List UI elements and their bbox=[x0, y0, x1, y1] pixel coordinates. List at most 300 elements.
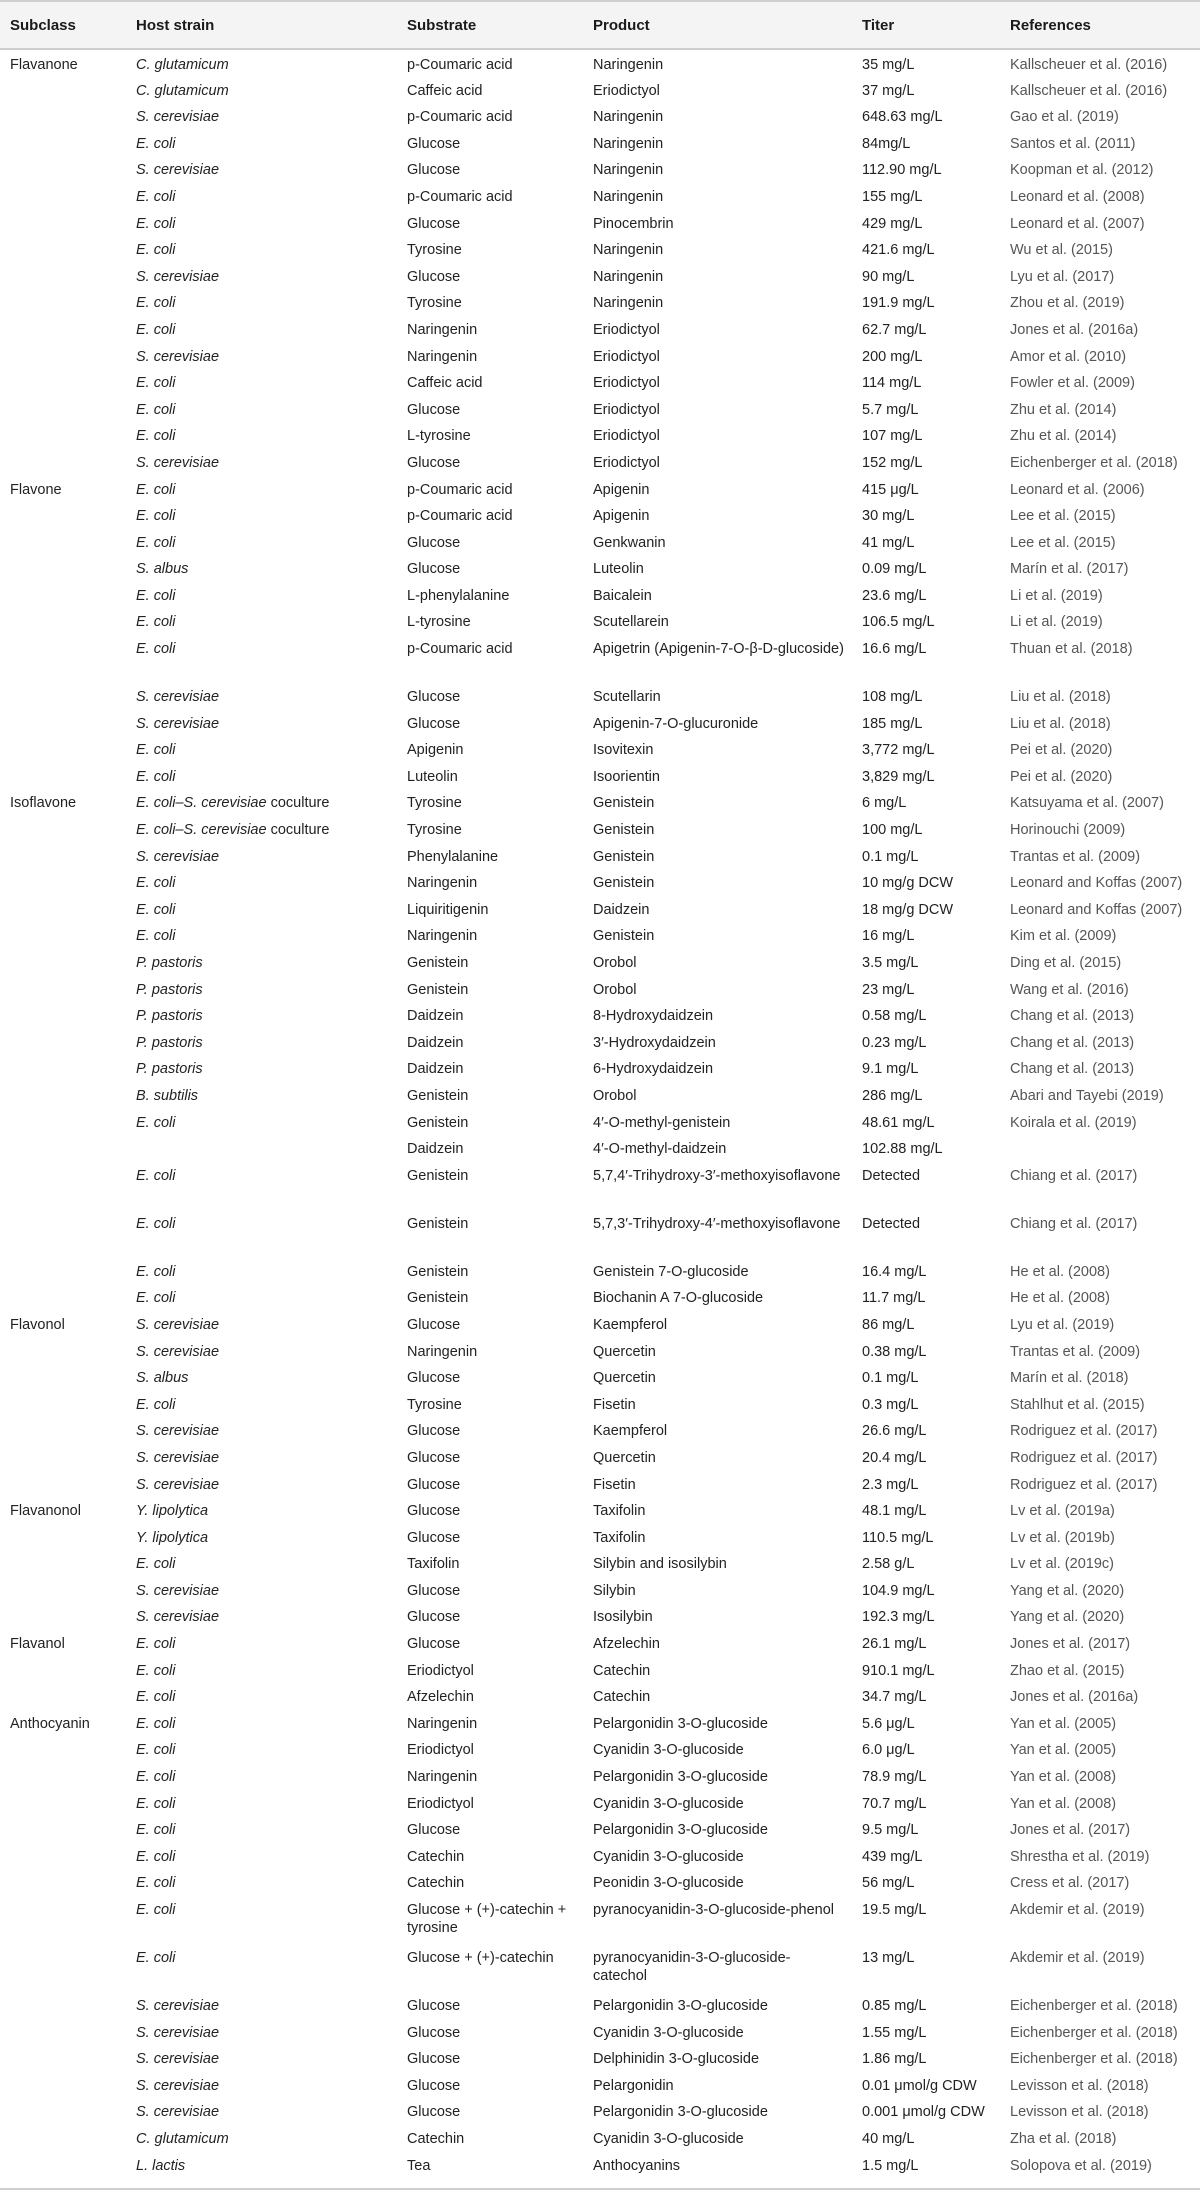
cell-titer: 9.5 mg/L bbox=[862, 1822, 919, 1839]
cell-substrate: Glucose bbox=[407, 162, 461, 179]
table-row bbox=[0, 209, 1200, 236]
cell-subclass bbox=[0, 1656, 126, 1683]
cell-product: Apigenin bbox=[593, 508, 650, 525]
cell-reference: Kim et al. (2009) bbox=[1010, 928, 1117, 945]
header-titer: Titer bbox=[862, 16, 895, 34]
cell-host-strain: E. coli bbox=[136, 508, 176, 525]
cell-substrate: Tyrosine bbox=[407, 822, 462, 839]
cell-substrate: Glucose bbox=[407, 135, 461, 152]
cell-substrate: Daidzein bbox=[407, 1008, 464, 1025]
cell-product: Genistein bbox=[593, 795, 655, 812]
cell-reference: Katsuyama et al. (2007) bbox=[1010, 795, 1164, 812]
cell-host-strain bbox=[126, 1134, 397, 1161]
cell-titer: 5.7 mg/L bbox=[862, 401, 919, 418]
table-row bbox=[0, 1209, 1200, 1257]
cell-product: Quercetin bbox=[593, 1343, 656, 1360]
cell-product: Apigenin-7-O-glucuronide bbox=[593, 715, 759, 732]
cell-product: Cyanidin 3-O-glucoside bbox=[593, 1795, 744, 1812]
cell-host-strain: E. coli bbox=[136, 641, 176, 658]
cell-reference: Koirala et al. (2019) bbox=[1010, 1114, 1137, 1131]
cell-product: 8-Hydroxydaidzein bbox=[593, 1008, 714, 1025]
cell-titer: 200 mg/L bbox=[862, 348, 923, 365]
table-row bbox=[0, 2124, 1200, 2151]
cell-titer: 114 mg/L bbox=[862, 375, 922, 392]
cell-product: 6-Hydroxydaidzein bbox=[593, 1061, 714, 1078]
cell-reference: Trantas et al. (2009) bbox=[1010, 848, 1141, 865]
cell-host-strain: E. coli bbox=[136, 1795, 176, 1812]
cell-substrate: Glucose + (+)-catechin bbox=[407, 1950, 554, 1966]
cell-reference: He et al. (2008) bbox=[1010, 1290, 1110, 1307]
table-row bbox=[0, 155, 1200, 182]
cell-titer: 0.38 mg/L bbox=[862, 1343, 927, 1360]
cell-product: Anthocyanins bbox=[593, 2157, 681, 2174]
cell-reference: Zhou et al. (2019) bbox=[1010, 295, 1125, 312]
table-row bbox=[0, 2151, 1200, 2178]
cell-product: Pelargonidin bbox=[593, 2077, 674, 2094]
cell-titer: 20.4 mg/L bbox=[862, 1449, 927, 1466]
cell-titer: 16.6 mg/L bbox=[862, 641, 927, 658]
cell-host-strain: S. cerevisiae bbox=[136, 348, 220, 365]
cell-titer: 3,829 mg/L bbox=[862, 768, 935, 785]
cell-substrate: Glucose bbox=[407, 1449, 461, 1466]
table-row bbox=[0, 2071, 1200, 2098]
cell-substrate: Catechin bbox=[407, 1848, 465, 1865]
cell-titer: 23 mg/L bbox=[862, 981, 915, 998]
table-row bbox=[0, 1054, 1200, 1081]
cell-subclass: Flavanol bbox=[10, 1636, 65, 1653]
cell-product: Catechin bbox=[593, 1662, 651, 1679]
cell-subclass bbox=[0, 368, 126, 395]
table-row bbox=[0, 1789, 1200, 1816]
cell-substrate: Daidzein bbox=[407, 1141, 464, 1158]
table-row bbox=[0, 1656, 1200, 1683]
cell-product: Pelargonidin 3-O-glucoside bbox=[593, 2104, 768, 2121]
cell-subclass bbox=[0, 948, 126, 975]
cell-reference: Fowler et al. (2009) bbox=[1010, 375, 1135, 392]
cell-host-strain: E. coli bbox=[136, 1263, 176, 1280]
table-row bbox=[0, 1390, 1200, 1417]
cell-host-strain: C. glutamicum bbox=[136, 2130, 229, 2147]
cell-titer: 0.1 mg/L bbox=[862, 1370, 919, 1387]
cell-titer: 9.1 mg/L bbox=[862, 1061, 919, 1078]
cell-titer: 0.23 mg/L bbox=[862, 1034, 927, 1051]
cell-substrate: p-Coumaric acid bbox=[407, 508, 513, 525]
cell-reference: Wu et al. (2015) bbox=[1010, 242, 1113, 259]
cell-host-strain: E. coli bbox=[136, 188, 176, 205]
cell-titer: 100 mg/L bbox=[862, 822, 923, 839]
cell-product: Eriodictyol bbox=[593, 454, 660, 471]
cell-substrate: Genistein bbox=[407, 1087, 469, 1104]
cell-host-strain: P. pastoris bbox=[136, 1034, 203, 1051]
cell-titer: 18 mg/g DCW bbox=[862, 901, 954, 918]
table-bottom-rule bbox=[0, 2188, 1200, 2190]
header-subclass: Subclass bbox=[10, 16, 76, 34]
cell-substrate: Tyrosine bbox=[407, 295, 462, 312]
cell-substrate: Afzelechin bbox=[407, 1689, 474, 1706]
cell-substrate: Genistein bbox=[407, 1114, 469, 1131]
cell-subclass bbox=[0, 1363, 126, 1390]
table-row bbox=[0, 421, 1200, 448]
cell-subclass bbox=[0, 554, 126, 581]
cell-subclass bbox=[0, 1576, 126, 1603]
cell-titer: 110.5 mg/L bbox=[862, 1529, 934, 1546]
cell-substrate: Glucose bbox=[407, 454, 461, 471]
cell-reference: Yan et al. (2008) bbox=[1010, 1795, 1117, 1812]
cell-reference: Eichenberger et al. (2018) bbox=[1010, 2051, 1178, 2068]
cell-titer: 3,772 mg/L bbox=[862, 742, 935, 759]
table-row bbox=[0, 1337, 1200, 1364]
cell-host-strain: E. coli bbox=[136, 1822, 176, 1839]
cell-titer: 19.5 mg/L bbox=[862, 1902, 927, 1918]
cell-subclass bbox=[0, 155, 126, 182]
cell-substrate: Tyrosine bbox=[407, 795, 462, 812]
cell-substrate: Glucose bbox=[407, 689, 461, 706]
cell-titer: 0.3 mg/L bbox=[862, 1396, 919, 1413]
cell-subclass bbox=[0, 76, 126, 103]
cell-reference: Leonard and Koffas (2007) bbox=[1010, 875, 1183, 892]
cell-host-strain: E. coli bbox=[136, 1636, 176, 1653]
cell-host-strain: S. cerevisiae bbox=[136, 1476, 220, 1493]
cell-subclass: Flavanonol bbox=[10, 1503, 81, 1520]
table-row bbox=[0, 182, 1200, 209]
table-row bbox=[0, 395, 1200, 422]
cell-product: Cyanidin 3-O-glucoside bbox=[593, 1848, 744, 1865]
cell-substrate: Genistein bbox=[407, 981, 469, 998]
cell-titer: 48.61 mg/L bbox=[862, 1114, 935, 1131]
cell-titer: 439 mg/L bbox=[862, 1848, 923, 1865]
cell-substrate: Glucose bbox=[407, 561, 461, 578]
cell-host-strain: E. coli bbox=[136, 321, 176, 338]
table-row bbox=[0, 735, 1200, 762]
cell-host-strain: S. cerevisiae bbox=[136, 2077, 220, 2094]
cell-substrate: Daidzein bbox=[407, 1061, 464, 1078]
cell-subclass bbox=[0, 1416, 126, 1443]
cell-titer: 102.88 mg/L bbox=[862, 1141, 943, 1158]
table-row bbox=[0, 49, 1200, 76]
table-row bbox=[0, 1134, 1200, 1161]
cell-product: Quercetin bbox=[593, 1449, 656, 1466]
cell-reference: Leonard and Koffas (2007) bbox=[1010, 901, 1183, 918]
cell-product: Scutellarin bbox=[593, 689, 661, 706]
cell-titer: 112.90 mg/L bbox=[862, 162, 942, 179]
table-row bbox=[0, 1108, 1200, 1135]
table-row bbox=[0, 1028, 1200, 1055]
table-row bbox=[0, 895, 1200, 922]
cell-substrate: Glucose bbox=[407, 1822, 461, 1839]
cell-subclass bbox=[0, 2018, 126, 2045]
cell-host-strain: E. coli bbox=[136, 1215, 176, 1232]
cell-product: Biochanin A 7-O-glucoside bbox=[593, 1290, 764, 1307]
cell-host-strain: E. coli bbox=[136, 215, 176, 232]
cell-reference: Li et al. (2019) bbox=[1010, 587, 1103, 604]
cell-substrate: Glucose bbox=[407, 401, 461, 418]
cell-host-strain: P. pastoris bbox=[136, 1061, 203, 1078]
cell-host-strain: S. cerevisiae bbox=[136, 2024, 220, 2041]
cell-host-strain: C. glutamicum bbox=[136, 82, 229, 99]
table-row bbox=[0, 1709, 1200, 1736]
table-header bbox=[0, 1, 1200, 49]
cell-subclass bbox=[0, 1470, 126, 1497]
cell-subclass bbox=[0, 815, 126, 842]
cell-host-strain: S. cerevisiae bbox=[136, 162, 220, 179]
cell-titer: 1.5 mg/L bbox=[862, 2157, 919, 2174]
cell-subclass bbox=[0, 581, 126, 608]
cell-titer: 2.58 g/L bbox=[862, 1556, 915, 1573]
cell-host-strain: P. pastoris bbox=[136, 955, 203, 971]
cell-product: Genistein bbox=[593, 822, 655, 839]
cell-reference: Cress et al. (2017) bbox=[1010, 1875, 1130, 1892]
cell-host-strain: E. coli bbox=[136, 1167, 176, 1184]
cell-reference: Santos et al. (2011) bbox=[1010, 135, 1136, 152]
cell-titer: 10 mg/g DCW bbox=[862, 875, 954, 892]
cell-reference: Leonard et al. (2008) bbox=[1010, 188, 1145, 205]
cell-subclass bbox=[0, 448, 126, 475]
cell-subclass bbox=[0, 735, 126, 762]
cell-reference: Marín et al. (2018) bbox=[1010, 1370, 1129, 1387]
table-row bbox=[0, 342, 1200, 369]
cell-reference: Eichenberger et al. (2018) bbox=[1010, 2024, 1178, 2041]
cell-product: Pinocembrin bbox=[593, 215, 674, 232]
cell-host-strain: S. cerevisiae bbox=[136, 1998, 220, 2014]
cell-titer: 84mg/L bbox=[862, 135, 911, 152]
cell-product: Naringenin bbox=[593, 109, 664, 126]
cell-reference: Pei et al. (2020) bbox=[1010, 768, 1113, 785]
cell-reference: Lyu et al. (2017) bbox=[1010, 268, 1115, 285]
cell-substrate: Tea bbox=[407, 2157, 431, 2174]
cell-subclass bbox=[0, 1054, 126, 1081]
cell-subclass bbox=[0, 1081, 126, 1108]
cell-host-strain: S. cerevisiae bbox=[136, 848, 220, 865]
cell-reference: Marín et al. (2017) bbox=[1010, 561, 1129, 578]
cell-subclass bbox=[0, 209, 126, 236]
table-row bbox=[0, 2097, 1200, 2124]
cell-product: Eriodictyol bbox=[593, 348, 660, 365]
cell-product: pyranocyanidin-3-O-glucoside-catechol bbox=[593, 1950, 791, 1984]
cell-subclass bbox=[0, 634, 126, 682]
cell-subclass bbox=[0, 975, 126, 1002]
cell-titer: Detected bbox=[862, 1167, 921, 1184]
cell-product: Naringenin bbox=[593, 188, 664, 205]
cell-subclass bbox=[0, 1257, 126, 1284]
cell-subclass bbox=[0, 1735, 126, 1762]
cell-titer: 0.001 μmol/g CDW bbox=[862, 2104, 985, 2121]
cell-reference: Yang et al. (2020) bbox=[1010, 1582, 1125, 1599]
cell-titer: 429 mg/L bbox=[862, 215, 923, 232]
cell-subclass bbox=[0, 1868, 126, 1895]
table-row bbox=[0, 581, 1200, 608]
cell-titer: 0.01 μmol/g CDW bbox=[862, 2077, 977, 2094]
cell-substrate: Naringenin bbox=[407, 1715, 478, 1732]
cell-subclass bbox=[0, 1443, 126, 1470]
cell-substrate: Tyrosine bbox=[407, 1396, 462, 1413]
cell-subclass bbox=[0, 1762, 126, 1789]
cell-reference: Pei et al. (2020) bbox=[1010, 742, 1113, 759]
cell-titer: 415 μg/L bbox=[862, 481, 919, 498]
cell-product: Kaempferol bbox=[593, 1316, 668, 1333]
cell-subclass bbox=[0, 1523, 126, 1550]
cell-subclass bbox=[0, 921, 126, 948]
cell-subclass bbox=[0, 2151, 126, 2178]
cell-product: Daidzein bbox=[593, 901, 650, 918]
cell-product: Naringenin bbox=[593, 268, 664, 285]
table-row bbox=[0, 1257, 1200, 1284]
cell-reference: Eichenberger et al. (2018) bbox=[1010, 454, 1178, 471]
table-row bbox=[0, 1842, 1200, 1869]
cell-titer: 1.55 mg/L bbox=[862, 2024, 927, 2041]
cell-product: Naringenin bbox=[593, 242, 664, 259]
cell-substrate: L-tyrosine bbox=[407, 614, 471, 631]
cell-substrate: Glucose bbox=[407, 268, 461, 285]
cell-titer: 106.5 mg/L bbox=[862, 614, 935, 631]
cell-substrate: p-Coumaric acid bbox=[407, 641, 513, 658]
cell-subclass bbox=[0, 607, 126, 634]
cell-reference: Chang et al. (2013) bbox=[1010, 1034, 1135, 1051]
cell-product: Genkwanin bbox=[593, 534, 666, 551]
cell-titer: 104.9 mg/L bbox=[862, 1582, 935, 1599]
cell-subclass: Flavonol bbox=[10, 1316, 65, 1333]
table-row bbox=[0, 2044, 1200, 2071]
cell-host-strain: E. coli bbox=[136, 534, 176, 551]
cell-reference: Chiang et al. (2017) bbox=[1010, 1167, 1138, 1184]
table-row bbox=[0, 709, 1200, 736]
cell-reference: Yan et al. (2008) bbox=[1010, 1769, 1117, 1786]
cell-host-strain: S. cerevisiae bbox=[136, 2051, 220, 2068]
cell-host-strain: E. coli bbox=[136, 1715, 176, 1732]
cell-host-strain: E. coli bbox=[136, 928, 176, 945]
cell-substrate: L-tyrosine bbox=[407, 428, 471, 445]
cell-titer: 6 mg/L bbox=[862, 795, 907, 812]
cell-subclass bbox=[0, 1390, 126, 1417]
cell-substrate: Phenylalanine bbox=[407, 848, 499, 865]
cell-reference: Jones et al. (2017) bbox=[1010, 1636, 1131, 1653]
cell-substrate: Liquiritigenin bbox=[407, 901, 489, 918]
cell-reference: Leonard et al. (2007) bbox=[1010, 215, 1145, 232]
cell-titer: 16.4 mg/L bbox=[862, 1263, 927, 1280]
cell-host-strain: S. cerevisiae bbox=[136, 689, 220, 706]
table-row bbox=[0, 948, 1200, 975]
table-row bbox=[0, 788, 1200, 815]
cell-titer: 48.1 mg/L bbox=[862, 1503, 927, 1520]
cell-reference: Yan et al. (2005) bbox=[1010, 1715, 1117, 1732]
table-row bbox=[0, 1762, 1200, 1789]
cell-reference: Zha et al. (2018) bbox=[1010, 2130, 1117, 2147]
cell-reference: Akdemir et al. (2019) bbox=[1010, 1950, 1145, 1966]
cell-host-strain: S. cerevisiae bbox=[136, 1343, 220, 1360]
cell-reference: Jones et al. (2016a) bbox=[1010, 321, 1139, 338]
cell-reference: Gao et al. (2019) bbox=[1010, 109, 1119, 126]
cell-titer: 192.3 mg/L bbox=[862, 1609, 935, 1626]
cell-substrate: Glucose bbox=[407, 2077, 461, 2094]
cell-subclass bbox=[0, 1001, 126, 1028]
cell-titer: 78.9 mg/L bbox=[862, 1769, 927, 1786]
cell-reference: Zhao et al. (2015) bbox=[1010, 1662, 1125, 1679]
cell-subclass bbox=[0, 682, 126, 709]
cell-subclass bbox=[0, 842, 126, 869]
cell-subclass bbox=[0, 1134, 126, 1161]
table-row bbox=[0, 554, 1200, 581]
cell-substrate: Glucose bbox=[407, 2051, 461, 2068]
cell-host-strain: E. coli bbox=[136, 1556, 176, 1573]
cell-reference: Lee et al. (2015) bbox=[1010, 508, 1116, 525]
cell-titer: 286 mg/L bbox=[862, 1087, 923, 1104]
cell-reference: Eichenberger et al. (2018) bbox=[1010, 1998, 1178, 2014]
table-row bbox=[0, 448, 1200, 475]
cell-reference: Jones et al. (2016a) bbox=[1010, 1689, 1139, 1706]
cell-reference: Kallscheuer et al. (2016) bbox=[1010, 57, 1168, 73]
cell-titer: 34.7 mg/L bbox=[862, 1689, 927, 1706]
cell-subclass bbox=[0, 2124, 126, 2151]
cell-substrate: Caffeic acid bbox=[407, 82, 483, 99]
cell-substrate: Eriodictyol bbox=[407, 1795, 474, 1812]
cell-product: Pelargonidin 3-O-glucoside bbox=[593, 1822, 768, 1839]
cell-titer: 191.9 mg/L bbox=[862, 295, 935, 312]
cell-titer: 16 mg/L bbox=[862, 928, 915, 945]
table-row bbox=[0, 501, 1200, 528]
cell-substrate: Glucose bbox=[407, 1503, 461, 1520]
cell-reference: Thuan et al. (2018) bbox=[1010, 641, 1133, 658]
cell-host-strain: Y. lipolytica bbox=[136, 1503, 209, 1520]
cell-substrate: Naringenin bbox=[407, 321, 478, 338]
table-row bbox=[0, 1895, 1200, 1943]
cell-substrate: L-phenylalanine bbox=[407, 587, 510, 604]
cell-subclass bbox=[0, 102, 126, 129]
cell-titer: 421.6 mg/L bbox=[862, 242, 935, 259]
cell-host-strain: S. cerevisiae bbox=[136, 1609, 220, 1626]
cell-reference: Levisson et al. (2018) bbox=[1010, 2104, 1149, 2121]
cell-titer: 3.5 mg/L bbox=[862, 955, 919, 971]
cell-product: Luteolin bbox=[593, 561, 644, 578]
cell-substrate: Eriodictyol bbox=[407, 1742, 474, 1759]
cell-host-strain: P. pastoris bbox=[136, 981, 203, 998]
table-row bbox=[0, 1682, 1200, 1709]
table-row bbox=[0, 975, 1200, 1002]
cell-substrate: p-Coumaric acid bbox=[407, 188, 513, 205]
cell-titer: 648.63 mg/L bbox=[862, 109, 943, 126]
table-row bbox=[0, 842, 1200, 869]
cell-titer: 40 mg/L bbox=[862, 2130, 915, 2147]
cell-substrate: Tyrosine bbox=[407, 242, 462, 259]
cell-product: Eriodictyol bbox=[593, 375, 660, 392]
table-row bbox=[0, 528, 1200, 555]
cell-host-strain: S. albus bbox=[136, 561, 189, 578]
cell-subclass bbox=[0, 1602, 126, 1629]
cell-host-strain: E. coli bbox=[136, 481, 176, 498]
cell-product: Naringenin bbox=[593, 162, 664, 179]
cell-substrate: Glucose + (+)-catechin + tyrosine bbox=[407, 1902, 567, 1936]
cell-host-strain: E. coli bbox=[136, 768, 176, 785]
cell-host-strain: S. cerevisiae bbox=[136, 109, 220, 126]
cell-titer: 185 mg/L bbox=[862, 715, 923, 732]
table-row bbox=[0, 1735, 1200, 1762]
cell-product: Fisetin bbox=[593, 1476, 636, 1493]
cell-product: Cyanidin 3-O-glucoside bbox=[593, 2130, 744, 2147]
cell-substrate: p-Coumaric acid bbox=[407, 481, 513, 498]
cell-reference: Jones et al. (2017) bbox=[1010, 1822, 1131, 1839]
cell-host-strain: E. coli bbox=[136, 242, 176, 259]
cell-subclass bbox=[0, 342, 126, 369]
cell-reference: Lee et al. (2015) bbox=[1010, 534, 1116, 551]
table-row bbox=[0, 1576, 1200, 1603]
cell-product: Naringenin bbox=[593, 57, 664, 73]
cell-host-strain: E. coli bbox=[136, 614, 176, 631]
cell-product: Afzelechin bbox=[593, 1636, 660, 1653]
cell-subclass bbox=[0, 1209, 126, 1257]
cell-product: Apigenin bbox=[593, 481, 650, 498]
cell-titer: 37 mg/L bbox=[862, 82, 915, 99]
table-row bbox=[0, 868, 1200, 895]
cell-substrate: Naringenin bbox=[407, 875, 478, 892]
cell-host-strain: S. cerevisiae bbox=[136, 1316, 220, 1333]
